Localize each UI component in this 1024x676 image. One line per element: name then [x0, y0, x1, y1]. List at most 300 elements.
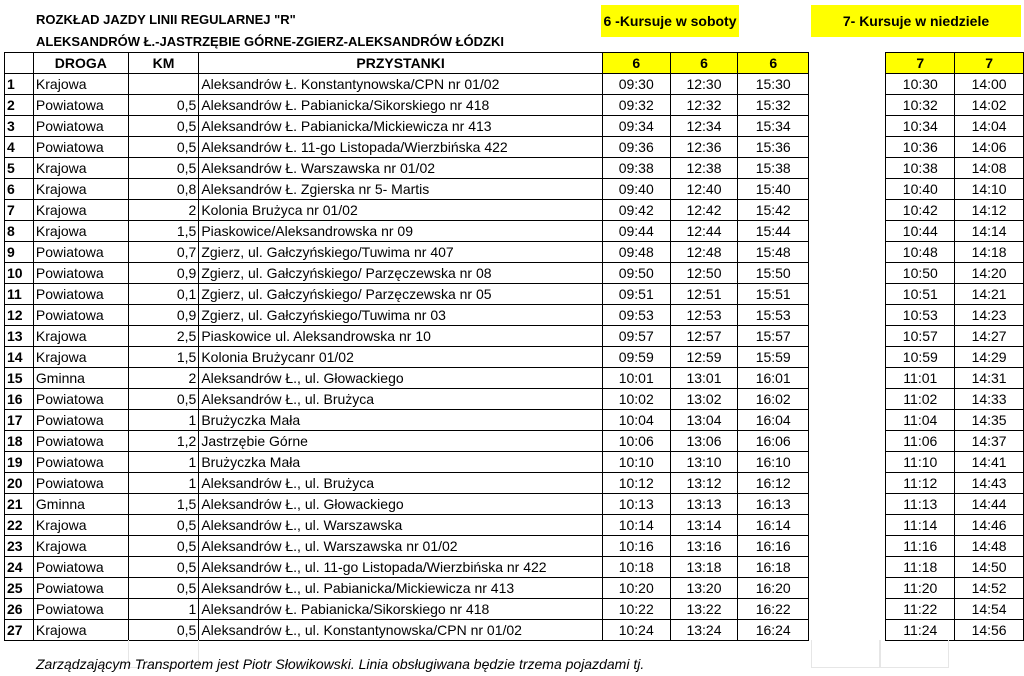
sunday-time: 14:35 — [955, 410, 1024, 431]
sunday-time: 14:10 — [955, 179, 1024, 200]
road-type: Krajowa — [33, 536, 128, 557]
road-type: Powiatowa — [33, 452, 128, 473]
stop-name: Aleksandrów Ł., ul. Brużyca — [199, 473, 603, 494]
stop-name: Kolonia Brużycanr 01/02 — [199, 347, 603, 368]
column-gap — [809, 305, 886, 326]
saturday-time: 15:32 — [738, 95, 809, 116]
saturday-time: 12:34 — [670, 116, 738, 137]
saturday-time: 09:36 — [602, 137, 670, 158]
row-number: 12 — [5, 305, 34, 326]
empty-cell-outline — [811, 640, 880, 668]
sunday-time: 11:04 — [886, 410, 955, 431]
saturday-time: 09:38 — [602, 158, 670, 179]
row-number: 5 — [5, 158, 34, 179]
road-type: Krajowa — [33, 179, 128, 200]
sunday-time: 14:20 — [955, 263, 1024, 284]
km-value: 0,5 — [128, 578, 199, 599]
table-row — [5, 74, 1024, 95]
stop-name: Aleksandrów Ł. Pabianicka/Sikorskiego nr 418 — [199, 599, 603, 620]
sunday-time: 11:22 — [886, 599, 955, 620]
km-value: 0,8 — [128, 179, 199, 200]
column-gap — [809, 179, 886, 200]
saturday-time: 10:13 — [602, 494, 670, 515]
stop-name: Aleksandrów Ł. Pabianicka/Mickiewicza nr 413 — [199, 116, 603, 137]
road-type: Krajowa — [33, 515, 128, 536]
header-sat-col-1: 6 — [602, 53, 670, 74]
sunday-time: 14:29 — [955, 347, 1024, 368]
stop-name: Aleksandrów Ł., ul. Głowackiego — [199, 494, 603, 515]
sunday-time: 14:00 — [955, 74, 1024, 95]
column-gap — [809, 578, 886, 599]
saturday-legend: 6 -Kursuje w soboty — [601, 5, 739, 37]
row-number: 23 — [5, 536, 34, 557]
column-gap — [809, 620, 886, 641]
table-row — [5, 536, 1024, 557]
km-value: 2,5 — [128, 326, 199, 347]
sunday-time: 14:44 — [955, 494, 1024, 515]
row-number: 18 — [5, 431, 34, 452]
sunday-time: 14:21 — [955, 284, 1024, 305]
saturday-time: 12:53 — [670, 305, 738, 326]
table-row — [5, 620, 1024, 641]
header-km: KM — [128, 53, 199, 74]
sunday-time: 14:46 — [955, 515, 1024, 536]
stop-name: Aleksandrów Ł., ul. Pabianicka/Mickiewicza nr 413 — [199, 578, 603, 599]
saturday-time: 16:04 — [738, 410, 809, 431]
stop-name: Aleksandrów Ł. 11-go Listopada/Wierzbińska 422 — [199, 137, 603, 158]
saturday-time: 09:51 — [602, 284, 670, 305]
saturday-time: 13:18 — [670, 557, 738, 578]
row-number: 24 — [5, 557, 34, 578]
stop-name: Aleksandrów Ł., ul. Warszawska — [199, 515, 603, 536]
sunday-time: 14:50 — [955, 557, 1024, 578]
saturday-time: 12:59 — [670, 347, 738, 368]
sunday-time: 10:53 — [886, 305, 955, 326]
route-title: ALEKSANDRÓW Ł.-JASTRZĘBIE GÓRNE-ZGIERZ-ALEKSANDRÓW ŁÓDZKI — [36, 34, 504, 49]
saturday-time: 09:53 — [602, 305, 670, 326]
column-gap — [809, 242, 886, 263]
road-type: Powiatowa — [33, 137, 128, 158]
saturday-time: 13:12 — [670, 473, 738, 494]
row-number: 26 — [5, 599, 34, 620]
row-number: 17 — [5, 410, 34, 431]
row-number: 10 — [5, 263, 34, 284]
saturday-time: 12:44 — [670, 221, 738, 242]
stop-name: Aleksandrów Ł., ul. Głowackiego — [199, 368, 603, 389]
row-number: 27 — [5, 620, 34, 641]
road-type: Krajowa — [33, 326, 128, 347]
road-type: Powiatowa — [33, 473, 128, 494]
column-gap — [809, 158, 886, 179]
km-value: 2 — [128, 368, 199, 389]
row-number: 15 — [5, 368, 34, 389]
road-type: Powiatowa — [33, 389, 128, 410]
km-value: 1 — [128, 410, 199, 431]
saturday-time: 15:50 — [738, 263, 809, 284]
row-number: 3 — [5, 116, 34, 137]
table-row — [5, 389, 1024, 410]
row-number: 8 — [5, 221, 34, 242]
sunday-time: 10:36 — [886, 137, 955, 158]
saturday-time: 13:16 — [670, 536, 738, 557]
column-gap — [809, 473, 886, 494]
row-number: 2 — [5, 95, 34, 116]
table-row — [5, 305, 1024, 326]
column-gap — [809, 53, 886, 74]
saturday-time: 16:10 — [738, 452, 809, 473]
header-sun-col-1: 7 — [886, 53, 955, 74]
stop-name: Zgierz, ul. Gałczyńskiego/ Parzęczewska nr 05 — [199, 284, 603, 305]
sunday-time: 11:01 — [886, 368, 955, 389]
km-value: 0,5 — [128, 620, 199, 641]
timetable-grid — [4, 52, 1024, 641]
stop-name: Aleksandrów Ł. Pabianicka/Sikorskiego nr 418 — [199, 95, 603, 116]
table-row — [5, 263, 1024, 284]
sunday-time: 14:31 — [955, 368, 1024, 389]
stop-name: Aleksandrów Ł., ul. Konstantynowska/CPN nr 01/02 — [199, 620, 603, 641]
saturday-time: 16:14 — [738, 515, 809, 536]
table-row — [5, 452, 1024, 473]
table-row — [5, 137, 1024, 158]
saturday-time: 15:48 — [738, 242, 809, 263]
saturday-time: 16:16 — [738, 536, 809, 557]
saturday-time: 12:57 — [670, 326, 738, 347]
row-number: 7 — [5, 200, 34, 221]
table-row — [5, 242, 1024, 263]
stop-name: Aleksandrów Ł., ul. Warszawska nr 01/02 — [199, 536, 603, 557]
road-type: Powiatowa — [33, 599, 128, 620]
column-gap — [809, 494, 886, 515]
road-type: Powiatowa — [33, 284, 128, 305]
saturday-time: 16:12 — [738, 473, 809, 494]
saturday-time: 10:24 — [602, 620, 670, 641]
saturday-time: 15:40 — [738, 179, 809, 200]
sunday-time: 14:41 — [955, 452, 1024, 473]
sunday-time: 11:12 — [886, 473, 955, 494]
saturday-time: 12:38 — [670, 158, 738, 179]
saturday-time: 12:48 — [670, 242, 738, 263]
sunday-time: 10:59 — [886, 347, 955, 368]
sunday-time: 14:12 — [955, 200, 1024, 221]
sunday-time: 10:42 — [886, 200, 955, 221]
km-value: 0,5 — [128, 116, 199, 137]
saturday-time: 09:57 — [602, 326, 670, 347]
sunday-time: 10:32 — [886, 95, 955, 116]
table-row — [5, 431, 1024, 452]
saturday-time: 09:50 — [602, 263, 670, 284]
header-przystanki: PRZYSTANKI — [199, 53, 603, 74]
saturday-time: 15:38 — [738, 158, 809, 179]
saturday-time: 15:30 — [738, 74, 809, 95]
saturday-time: 15:36 — [738, 137, 809, 158]
saturday-time: 10:02 — [602, 389, 670, 410]
sunday-time: 14:37 — [955, 431, 1024, 452]
km-value: 1,5 — [128, 494, 199, 515]
column-gap — [809, 452, 886, 473]
stop-name: Piaskowice ul. Aleksandrowska nr 10 — [199, 326, 603, 347]
saturday-time: 10:10 — [602, 452, 670, 473]
saturday-time: 15:59 — [738, 347, 809, 368]
saturday-time: 15:44 — [738, 221, 809, 242]
km-value: 1,5 — [128, 221, 199, 242]
sunday-time: 14:18 — [955, 242, 1024, 263]
km-value: 0,5 — [128, 557, 199, 578]
saturday-time: 09:59 — [602, 347, 670, 368]
header-sun-col-2: 7 — [955, 53, 1024, 74]
road-type: Krajowa — [33, 200, 128, 221]
sunday-time: 11:20 — [886, 578, 955, 599]
road-type: Gminna — [33, 494, 128, 515]
column-gap — [809, 536, 886, 557]
saturday-time: 16:06 — [738, 431, 809, 452]
column-gap — [809, 368, 886, 389]
empty-cell-outline — [880, 640, 949, 668]
saturday-time: 16:18 — [738, 557, 809, 578]
km-value: 0,5 — [128, 536, 199, 557]
road-type: Powiatowa — [33, 410, 128, 431]
saturday-time: 10:04 — [602, 410, 670, 431]
saturday-time: 12:42 — [670, 200, 738, 221]
sunday-time: 11:24 — [886, 620, 955, 641]
column-gap — [809, 74, 886, 95]
column-gap — [809, 599, 886, 620]
table-row — [5, 410, 1024, 431]
table-row — [5, 179, 1024, 200]
table-row — [5, 116, 1024, 137]
saturday-time: 15:34 — [738, 116, 809, 137]
road-type: Krajowa — [33, 347, 128, 368]
sunday-time: 10:40 — [886, 179, 955, 200]
sunday-time: 10:50 — [886, 263, 955, 284]
sunday-time: 14:02 — [955, 95, 1024, 116]
sunday-time: 11:18 — [886, 557, 955, 578]
road-type: Powiatowa — [33, 95, 128, 116]
sunday-time: 14:33 — [955, 389, 1024, 410]
column-gap — [809, 410, 886, 431]
sunday-time: 14:27 — [955, 326, 1024, 347]
sunday-legend: 7- Kursuje w niedziele — [811, 5, 1021, 37]
saturday-time: 09:44 — [602, 221, 670, 242]
table-row — [5, 326, 1024, 347]
sunday-time: 14:04 — [955, 116, 1024, 137]
km-value: 0,5 — [128, 137, 199, 158]
saturday-time: 12:51 — [670, 284, 738, 305]
stop-name: Aleksandrów Ł., ul. Brużyca — [199, 389, 603, 410]
saturday-time: 15:57 — [738, 326, 809, 347]
saturday-time: 10:22 — [602, 599, 670, 620]
stop-name: Jastrzębie Górne — [199, 431, 603, 452]
km-value: 0,9 — [128, 263, 199, 284]
saturday-time: 09:42 — [602, 200, 670, 221]
sunday-time: 11:13 — [886, 494, 955, 515]
saturday-time: 10:18 — [602, 557, 670, 578]
column-gap — [809, 284, 886, 305]
saturday-time: 16:01 — [738, 368, 809, 389]
saturday-time: 09:48 — [602, 242, 670, 263]
road-type: Powiatowa — [33, 305, 128, 326]
stop-name: Aleksandrów Ł. Warszawska nr 01/02 — [199, 158, 603, 179]
header-index-cell — [5, 53, 34, 74]
km-value: 1,2 — [128, 431, 199, 452]
sunday-time: 14:23 — [955, 305, 1024, 326]
km-value: 0,7 — [128, 242, 199, 263]
saturday-time: 16:24 — [738, 620, 809, 641]
km-value — [128, 74, 199, 95]
road-type: Krajowa — [33, 74, 128, 95]
saturday-time: 13:22 — [670, 599, 738, 620]
saturday-time: 09:34 — [602, 116, 670, 137]
km-value: 0,5 — [128, 515, 199, 536]
column-gap — [809, 557, 886, 578]
stop-name: Piaskowice/Aleksandrowska nr 09 — [199, 221, 603, 242]
saturday-time: 09:30 — [602, 74, 670, 95]
stop-name: Zgierz, ul. Gałczyńskiego/Tuwima nr 407 — [199, 242, 603, 263]
km-value: 0,5 — [128, 95, 199, 116]
row-number: 14 — [5, 347, 34, 368]
column-gap — [809, 389, 886, 410]
saturday-time: 10:01 — [602, 368, 670, 389]
saturday-time: 13:10 — [670, 452, 738, 473]
row-number: 20 — [5, 473, 34, 494]
saturday-time: 16:20 — [738, 578, 809, 599]
sunday-time: 14:14 — [955, 221, 1024, 242]
saturday-time: 15:53 — [738, 305, 809, 326]
timetable-title: ROZKŁAD JAZDY LINII REGULARNEJ "R" — [36, 12, 296, 27]
road-type: Powiatowa — [33, 263, 128, 284]
sunday-time: 14:48 — [955, 536, 1024, 557]
sunday-time: 11:02 — [886, 389, 955, 410]
row-number: 22 — [5, 515, 34, 536]
sunday-time: 11:06 — [886, 431, 955, 452]
road-type: Powiatowa — [33, 116, 128, 137]
stop-name: Aleksandrów Ł., ul. 11-go Listopada/Wierzbińska nr 422 — [199, 557, 603, 578]
sunday-time: 10:38 — [886, 158, 955, 179]
saturday-time: 12:36 — [670, 137, 738, 158]
stop-name: Zgierz, ul. Gałczyńskiego/Tuwima nr 03 — [199, 305, 603, 326]
table-row — [5, 557, 1024, 578]
sunday-time: 10:44 — [886, 221, 955, 242]
saturday-time: 12:32 — [670, 95, 738, 116]
row-number: 21 — [5, 494, 34, 515]
row-number: 19 — [5, 452, 34, 473]
saturday-time: 09:40 — [602, 179, 670, 200]
sunday-time: 10:48 — [886, 242, 955, 263]
row-number: 13 — [5, 326, 34, 347]
column-gap — [809, 95, 886, 116]
row-number: 4 — [5, 137, 34, 158]
road-type: Powiatowa — [33, 557, 128, 578]
sunday-time: 10:30 — [886, 74, 955, 95]
stop-name: Zgierz, ul. Gałczyńskiego/ Parzęczewska nr 08 — [199, 263, 603, 284]
sunday-time: 14:52 — [955, 578, 1024, 599]
stop-name: Brużyczka Mała — [199, 410, 603, 431]
column-gap — [809, 200, 886, 221]
km-value: 0,1 — [128, 284, 199, 305]
km-value: 0,5 — [128, 158, 199, 179]
km-value: 1 — [128, 473, 199, 494]
column-gap — [809, 137, 886, 158]
sunday-time: 10:34 — [886, 116, 955, 137]
road-type: Krajowa — [33, 158, 128, 179]
table-row — [5, 473, 1024, 494]
table-row — [5, 200, 1024, 221]
column-gap — [809, 515, 886, 536]
table-row — [5, 284, 1024, 305]
table-row — [5, 599, 1024, 620]
km-value: 2 — [128, 200, 199, 221]
saturday-time: 10:06 — [602, 431, 670, 452]
saturday-time: 10:20 — [602, 578, 670, 599]
table-row — [5, 347, 1024, 368]
table-row — [5, 515, 1024, 536]
column-gap — [809, 116, 886, 137]
road-type: Powiatowa — [33, 578, 128, 599]
table-row — [5, 221, 1024, 242]
saturday-time: 16:22 — [738, 599, 809, 620]
saturday-time: 13:02 — [670, 389, 738, 410]
header-row — [5, 53, 1024, 74]
column-gap — [809, 221, 886, 242]
row-number: 9 — [5, 242, 34, 263]
saturday-time: 10:12 — [602, 473, 670, 494]
sunday-time: 14:08 — [955, 158, 1024, 179]
column-gap — [809, 326, 886, 347]
table-row — [5, 368, 1024, 389]
table-row — [5, 158, 1024, 179]
saturday-time: 16:13 — [738, 494, 809, 515]
saturday-time: 13:01 — [670, 368, 738, 389]
saturday-time: 13:20 — [670, 578, 738, 599]
sunday-time: 14:54 — [955, 599, 1024, 620]
sunday-time: 14:56 — [955, 620, 1024, 641]
row-number: 6 — [5, 179, 34, 200]
saturday-time: 13:04 — [670, 410, 738, 431]
saturday-time: 10:14 — [602, 515, 670, 536]
saturday-time: 13:13 — [670, 494, 738, 515]
footer-note: Zarządzającym Transportem jest Piotr Słowikowski. Linia obsługiwana będzie trzema pojazdami tj. — [36, 656, 645, 672]
road-type: Gminna — [33, 368, 128, 389]
sunday-time: 10:51 — [886, 284, 955, 305]
header-sat-col-3: 6 — [738, 53, 809, 74]
header-droga: DROGA — [33, 53, 128, 74]
saturday-time: 12:40 — [670, 179, 738, 200]
road-type: Krajowa — [33, 221, 128, 242]
saturday-time: 13:14 — [670, 515, 738, 536]
row-number: 25 — [5, 578, 34, 599]
km-value: 1 — [128, 452, 199, 473]
saturday-time: 10:16 — [602, 536, 670, 557]
saturday-time: 16:02 — [738, 389, 809, 410]
column-gap — [809, 347, 886, 368]
header-sat-col-2: 6 — [670, 53, 738, 74]
sunday-time: 10:57 — [886, 326, 955, 347]
table-row — [5, 95, 1024, 116]
saturday-time: 09:32 — [602, 95, 670, 116]
road-type: Powiatowa — [33, 242, 128, 263]
table-row — [5, 494, 1024, 515]
sunday-time: 11:14 — [886, 515, 955, 536]
km-value: 0,9 — [128, 305, 199, 326]
row-number: 16 — [5, 389, 34, 410]
saturday-time: 13:06 — [670, 431, 738, 452]
row-number: 1 — [5, 74, 34, 95]
sunday-time: 14:06 — [955, 137, 1024, 158]
sunday-time: 11:16 — [886, 536, 955, 557]
sunday-time: 14:43 — [955, 473, 1024, 494]
stop-name: Kolonia Brużyca nr 01/02 — [199, 200, 603, 221]
row-number: 11 — [5, 284, 34, 305]
sunday-time: 11:10 — [886, 452, 955, 473]
